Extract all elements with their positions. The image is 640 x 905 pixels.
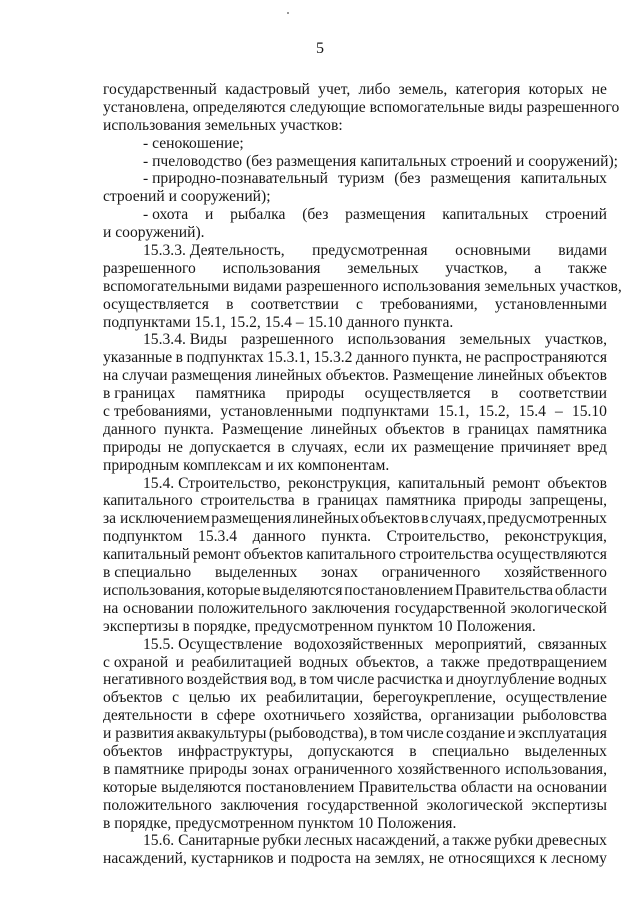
word: Правительства bbox=[454, 581, 554, 599]
word: основании bbox=[536, 778, 607, 796]
word: выделенных bbox=[214, 564, 298, 582]
word: памятника bbox=[536, 420, 607, 438]
word: инфраструктуры, bbox=[177, 742, 293, 760]
word: кустарников bbox=[191, 850, 274, 868]
page-number: 5 bbox=[316, 40, 324, 57]
word: области bbox=[460, 778, 513, 796]
word: не bbox=[428, 850, 445, 868]
word: также bbox=[440, 653, 480, 671]
word: 15.3.4. Виды bbox=[143, 331, 227, 349]
word: линейных bbox=[255, 367, 322, 385]
text-line: природным комплексам и их компонентам. bbox=[103, 456, 390, 474]
word: 15.1, bbox=[438, 403, 470, 421]
word: осуществляются bbox=[496, 546, 607, 564]
word: капитального bbox=[103, 492, 193, 510]
word: и bbox=[205, 206, 214, 224]
word: с охраной bbox=[103, 653, 169, 671]
text-line bbox=[103, 331, 607, 349]
text-line: - пчеловодство (без размещения капитальных строений и сооружений); bbox=[143, 152, 619, 170]
word: капитальный bbox=[397, 474, 485, 492]
text-line bbox=[103, 296, 607, 314]
word: размещения bbox=[171, 367, 252, 385]
word: водных bbox=[299, 653, 349, 671]
word: Размещение bbox=[221, 420, 303, 438]
word: разрешенного bbox=[240, 331, 334, 349]
word: негативного bbox=[103, 671, 184, 689]
word: эксплуатация bbox=[518, 725, 607, 743]
word: пункта. bbox=[321, 528, 372, 546]
word: землях, bbox=[374, 850, 425, 868]
word: зонах bbox=[252, 760, 289, 778]
word: предусмотренных bbox=[487, 510, 607, 528]
word: данного bbox=[355, 349, 410, 367]
word: подпунктом bbox=[103, 528, 183, 546]
word: реабилитацией bbox=[191, 653, 292, 671]
word: сфере bbox=[216, 707, 256, 725]
word: установленными bbox=[494, 295, 607, 313]
word: организации bbox=[430, 707, 515, 725]
text-line bbox=[103, 707, 607, 725]
word: природы bbox=[189, 760, 248, 778]
text-line: подпунктами 15.1, 15.2, 15.4 – 15.10 данного пункта. bbox=[103, 313, 454, 331]
word: а bbox=[426, 653, 434, 671]
word: 15.5. Осуществление bbox=[143, 635, 283, 653]
text-line bbox=[103, 475, 607, 493]
word: 15.10 bbox=[571, 403, 607, 421]
word: экологической bbox=[510, 599, 607, 617]
text-line bbox=[103, 206, 607, 224]
word: Строительство, bbox=[386, 528, 490, 546]
word: в границах bbox=[103, 385, 176, 403]
word: насаждений, bbox=[103, 850, 187, 868]
word: природы bbox=[463, 492, 522, 510]
word: распространяются bbox=[484, 349, 607, 367]
text-line bbox=[103, 636, 607, 654]
text-line: - сенокошение; bbox=[143, 134, 244, 152]
word: специально bbox=[432, 742, 510, 760]
word: природы bbox=[103, 438, 162, 456]
word: заключения bbox=[311, 599, 390, 617]
word: участков, bbox=[544, 331, 607, 349]
word: в bbox=[299, 671, 307, 689]
word: дноуглубление bbox=[456, 671, 555, 689]
word: берегоукрепление, bbox=[372, 689, 497, 707]
word: том bbox=[379, 725, 404, 743]
word: положительного bbox=[198, 599, 308, 617]
word: основании bbox=[123, 599, 194, 617]
text-line bbox=[103, 510, 607, 528]
word: 15.3.4 bbox=[198, 528, 238, 546]
word: положительного bbox=[103, 796, 212, 814]
word: к bbox=[539, 850, 548, 868]
word: 15.6. Санитарные bbox=[143, 832, 260, 850]
word: в bbox=[200, 707, 209, 725]
word: на bbox=[103, 599, 119, 617]
word: рыболовства bbox=[522, 707, 607, 725]
word: и bbox=[445, 671, 454, 689]
text-line bbox=[103, 582, 607, 600]
text-line bbox=[103, 492, 607, 510]
word: на bbox=[103, 367, 119, 385]
word: данного bbox=[252, 528, 306, 546]
word: объектов, bbox=[355, 653, 420, 671]
word: не bbox=[465, 349, 481, 367]
word: в памятнике bbox=[103, 760, 185, 778]
text-line: и сооружений). bbox=[103, 224, 205, 242]
text-line bbox=[103, 367, 607, 385]
word: допускаются bbox=[308, 742, 394, 760]
word: в bbox=[226, 295, 234, 313]
text-line bbox=[103, 761, 607, 779]
text-line bbox=[103, 654, 607, 672]
word: постановлением bbox=[245, 778, 355, 796]
word: реконструкция, bbox=[288, 474, 391, 492]
word: рыбалка bbox=[230, 206, 286, 224]
word: строительства bbox=[399, 546, 494, 564]
text-line bbox=[103, 546, 607, 564]
word: рубки bbox=[262, 832, 302, 850]
text-line bbox=[103, 242, 607, 260]
word: линейных bbox=[292, 510, 360, 528]
word: строений bbox=[545, 206, 607, 224]
text-line bbox=[103, 81, 607, 99]
word: охотничьего bbox=[263, 707, 346, 725]
word: связанных bbox=[537, 635, 607, 653]
word: хозяйственного bbox=[504, 564, 607, 582]
word: категория bbox=[455, 81, 521, 98]
word: и развития bbox=[103, 725, 175, 743]
word: которые bbox=[103, 778, 157, 796]
word: в специально bbox=[103, 564, 192, 582]
word: земельных bbox=[347, 259, 419, 277]
word: капитальных bbox=[442, 206, 529, 224]
word: ремонт bbox=[193, 546, 241, 564]
word: заключения bbox=[220, 796, 299, 814]
word: не bbox=[591, 81, 607, 98]
word: основными bbox=[455, 242, 531, 260]
word: числе bbox=[336, 671, 375, 689]
word: памятника bbox=[195, 385, 266, 403]
word: 15.4 bbox=[518, 403, 546, 421]
text-line bbox=[103, 743, 607, 761]
word: в bbox=[369, 725, 378, 743]
word: предотвращением bbox=[487, 653, 607, 671]
word: осуществляется bbox=[364, 385, 471, 403]
text-line: в порядке, предусмотренном пунктом 10 Положения. bbox=[103, 814, 457, 832]
word: насаждений, bbox=[355, 832, 440, 850]
text-line bbox=[103, 349, 607, 367]
word: размещения bbox=[430, 170, 511, 188]
word: видами bbox=[558, 242, 607, 260]
word: пункта, bbox=[412, 349, 463, 367]
word: (рыбоводства), bbox=[268, 725, 368, 743]
word: допускается bbox=[189, 438, 271, 456]
word: Размещение bbox=[392, 367, 474, 385]
word: соответствии bbox=[518, 385, 607, 403]
word: выделяются bbox=[161, 778, 242, 796]
word: создание bbox=[446, 725, 506, 743]
word: аквакультуры bbox=[176, 725, 267, 743]
text-line bbox=[103, 170, 607, 188]
word: числе bbox=[405, 725, 444, 743]
text-line bbox=[103, 725, 607, 743]
word: требованиями, bbox=[380, 295, 478, 313]
word: подпунктах bbox=[186, 349, 264, 367]
word: выделенных bbox=[524, 742, 607, 760]
word: государственный bbox=[103, 81, 217, 98]
word: вред bbox=[577, 438, 607, 456]
word: ограниченного bbox=[381, 564, 481, 582]
word: их bbox=[391, 438, 408, 456]
word: если bbox=[354, 438, 385, 456]
word: объектов bbox=[547, 474, 607, 492]
text-line bbox=[103, 671, 607, 689]
word: мероприятий, bbox=[434, 635, 527, 653]
word: с требованиями, bbox=[103, 403, 212, 421]
word: расчистка bbox=[377, 671, 443, 689]
word: использования bbox=[222, 259, 321, 277]
word: объектов bbox=[243, 546, 304, 564]
word: линейных bbox=[477, 367, 544, 385]
word: предусмотренная bbox=[312, 242, 428, 260]
word: причиняет bbox=[500, 438, 571, 456]
word: данного bbox=[103, 420, 157, 438]
word: в bbox=[452, 420, 460, 438]
word: объектов bbox=[385, 420, 445, 438]
word: установленными bbox=[220, 403, 333, 421]
word: капитального bbox=[306, 546, 396, 564]
text-line bbox=[103, 385, 607, 403]
word: в bbox=[421, 510, 429, 528]
text-line bbox=[103, 689, 607, 707]
word: зонах bbox=[321, 564, 358, 582]
word: которые bbox=[206, 581, 261, 599]
word: лесному bbox=[551, 850, 607, 868]
word: объектов bbox=[103, 742, 163, 760]
word: которых bbox=[528, 81, 584, 98]
word: 15.4. Строительство, bbox=[143, 474, 281, 492]
word: экспертизы bbox=[531, 796, 607, 814]
word: с bbox=[356, 295, 363, 313]
word: случаи bbox=[122, 367, 168, 385]
word: случаях, bbox=[429, 510, 486, 528]
word: и bbox=[507, 725, 516, 743]
word: природы bbox=[286, 385, 345, 403]
word: объектов bbox=[103, 689, 163, 707]
word: а bbox=[442, 832, 450, 850]
word: их bbox=[240, 689, 257, 707]
scan-speck bbox=[287, 12, 289, 14]
word: и bbox=[277, 850, 287, 868]
word: размещения bbox=[211, 510, 292, 528]
text-line bbox=[103, 439, 607, 457]
word: капитальных bbox=[520, 170, 607, 188]
word: Правительства bbox=[358, 778, 457, 796]
text-line: установлена, определяются следующие вспомогательные виды разрешенного bbox=[103, 98, 620, 116]
word: 15.3.3. Деятельность, bbox=[143, 242, 285, 260]
word: подпунктами bbox=[341, 403, 430, 421]
word: объектов. bbox=[325, 367, 389, 385]
word: либо bbox=[358, 81, 391, 98]
word: запрещены, bbox=[529, 492, 607, 510]
word: разрешенного bbox=[103, 259, 196, 277]
document-body bbox=[103, 81, 622, 868]
word: на bbox=[355, 850, 371, 868]
word: учет, bbox=[318, 81, 351, 98]
text-line bbox=[103, 260, 607, 278]
word: также bbox=[567, 259, 607, 277]
text-line: экспертизы в порядке, предусмотренном пунктом 10 Положения. bbox=[103, 617, 536, 635]
word: – bbox=[555, 403, 563, 421]
word: древесных bbox=[536, 832, 607, 850]
word: в bbox=[175, 349, 184, 367]
word: капитальный bbox=[103, 546, 190, 564]
word: соответствии bbox=[250, 295, 339, 313]
word: реконструкция, bbox=[504, 528, 607, 546]
text-line bbox=[103, 528, 607, 546]
word: в bbox=[277, 438, 285, 456]
word: 15.2, bbox=[478, 403, 510, 421]
word: - природно-познавательный bbox=[143, 170, 329, 188]
word: экологической bbox=[426, 796, 523, 814]
text-line bbox=[103, 600, 607, 618]
word: на bbox=[517, 778, 533, 796]
word: воздействия bbox=[186, 671, 268, 689]
word: за исключением bbox=[103, 510, 210, 528]
word: реабилитации, bbox=[266, 689, 364, 707]
text-line: строений и сооружений); bbox=[103, 188, 271, 206]
word: лесных bbox=[304, 832, 353, 850]
word: рубки bbox=[494, 832, 534, 850]
word: (без bbox=[394, 170, 421, 188]
word: 15.3.1, bbox=[267, 349, 311, 367]
word: с bbox=[172, 689, 180, 707]
word: ремонт bbox=[492, 474, 540, 492]
text-line: использования земельных участков: bbox=[103, 116, 343, 134]
word: вод, bbox=[270, 671, 297, 689]
word: случаях, bbox=[291, 438, 348, 456]
word: в bbox=[491, 385, 499, 403]
word: подроста bbox=[290, 850, 352, 868]
word: использования, bbox=[505, 760, 607, 778]
word: размещения bbox=[345, 206, 426, 224]
word: 15.3.2 bbox=[313, 349, 353, 367]
word: выделяются bbox=[262, 581, 343, 599]
text-line bbox=[103, 832, 607, 850]
word: хозяйства, bbox=[353, 707, 422, 725]
word: водохозяйственных bbox=[293, 635, 424, 653]
word: земель, bbox=[398, 81, 448, 98]
word: водных bbox=[557, 671, 607, 689]
word: указанные bbox=[103, 349, 173, 367]
word: строительства bbox=[200, 492, 295, 510]
word: деятельности bbox=[103, 707, 193, 725]
text-line bbox=[103, 797, 607, 815]
text-line bbox=[103, 403, 607, 421]
word: пункта. bbox=[164, 420, 214, 438]
word: кадастровый bbox=[225, 81, 310, 98]
word: размещение bbox=[413, 438, 494, 456]
word: государственной bbox=[394, 599, 506, 617]
word: том bbox=[309, 671, 334, 689]
word: объектов bbox=[547, 367, 607, 385]
text-line bbox=[103, 850, 607, 868]
word: в bbox=[302, 492, 310, 510]
word: (без bbox=[302, 206, 329, 224]
word: использования, bbox=[103, 581, 205, 599]
word: также bbox=[452, 832, 492, 850]
word: осуществление bbox=[505, 689, 607, 707]
word: а bbox=[534, 259, 542, 277]
word: границах bbox=[468, 420, 529, 438]
word: линейных bbox=[310, 420, 378, 438]
text-line bbox=[103, 779, 607, 797]
word: относящихся bbox=[448, 850, 536, 868]
word: области bbox=[554, 581, 607, 599]
word: и bbox=[175, 653, 185, 671]
text-line bbox=[103, 421, 607, 439]
word: хозяйственного bbox=[397, 760, 501, 778]
word: туризм bbox=[337, 170, 385, 188]
word: объектов bbox=[360, 510, 420, 528]
word: использования bbox=[347, 331, 446, 349]
word: ограниченного bbox=[293, 760, 393, 778]
text-line bbox=[103, 564, 607, 582]
word: памятника bbox=[385, 492, 456, 510]
word: границах bbox=[317, 492, 379, 510]
word: осуществляется bbox=[103, 295, 209, 313]
word: не bbox=[167, 438, 183, 456]
word: в bbox=[409, 742, 417, 760]
word: государственной bbox=[306, 796, 419, 814]
text-line: вспомогательными видами разрешенного использования земельных участков, bbox=[103, 277, 622, 295]
word: участков, bbox=[445, 259, 508, 277]
word: земельных bbox=[459, 331, 531, 349]
word: - охота bbox=[143, 206, 189, 224]
word: постановлением bbox=[344, 581, 454, 599]
word: целью bbox=[188, 689, 231, 707]
